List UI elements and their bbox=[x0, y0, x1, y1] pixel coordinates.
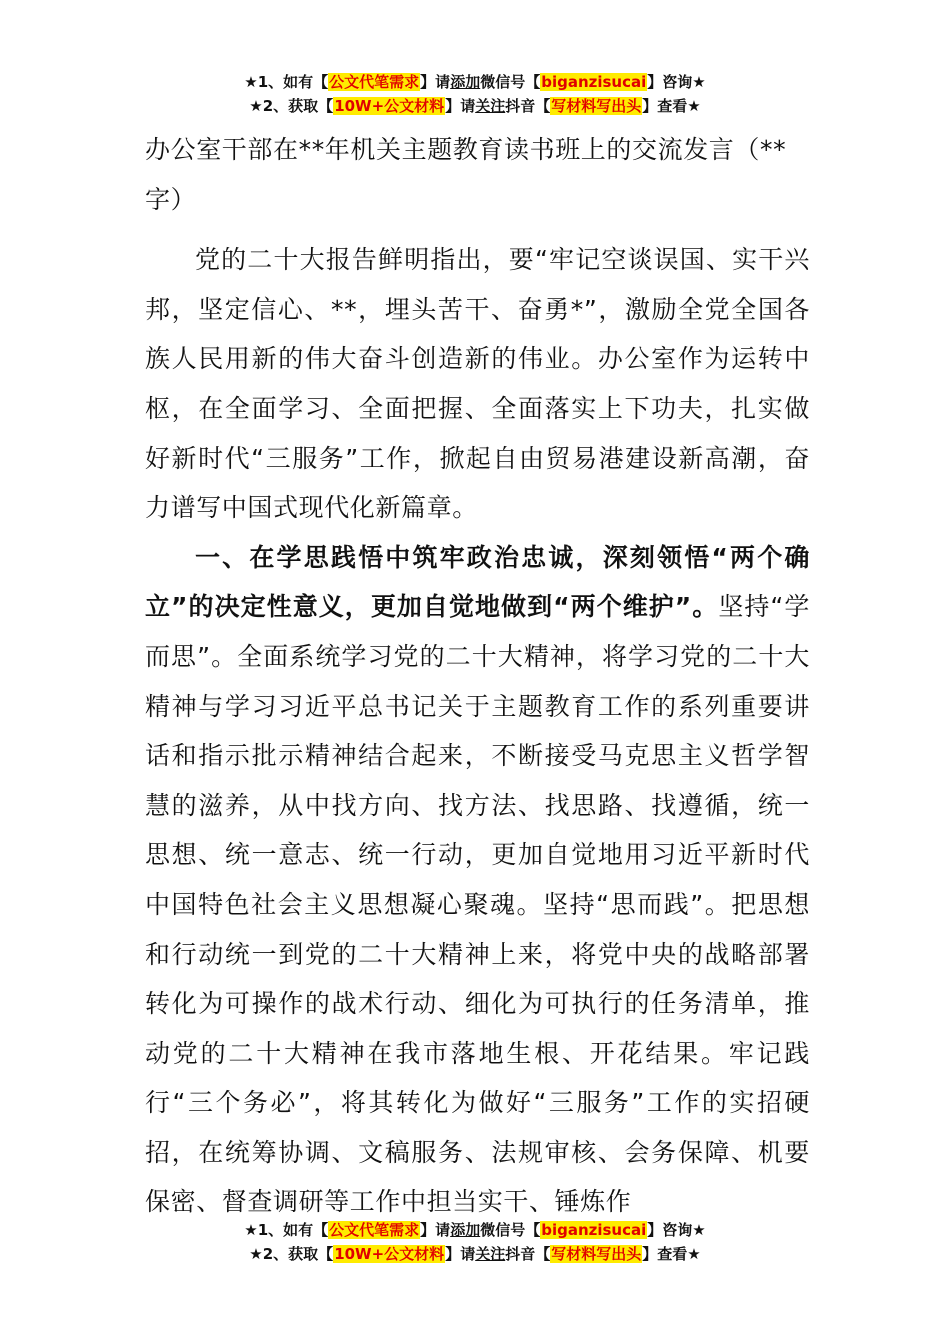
bottom-promo-banner bbox=[0, 1218, 950, 1266]
highlight-service: 公文代笔需求 bbox=[329, 73, 420, 91]
paragraph-section-one bbox=[145, 533, 810, 1227]
highlight-wechat-id: biganzisucai bbox=[541, 73, 647, 91]
highlight-materials: 10W+公文材料 bbox=[334, 1245, 445, 1263]
title-spacing bbox=[145, 224, 810, 235]
promo-line-1: ★1、如有【公文代笔需求】请添加微信号【biganzisucai】咨询★ bbox=[244, 73, 706, 91]
highlight-douyin-account: 写材料写出头 bbox=[551, 1245, 642, 1263]
document-title: 办公室干部在**年机关主题教育读书班上的交流发言（**字） bbox=[145, 135, 787, 214]
section-one-heading: 一、在学思践悟中筑牢政治忠诚，深刻领悟“两个确立”的决定性意义，更加自觉地做到“两个维护”。 bbox=[145, 542, 810, 622]
highlight-materials: 10W+公文材料 bbox=[334, 97, 445, 115]
highlight-douyin-account: 写材料写出头 bbox=[551, 97, 642, 115]
top-promo-banner bbox=[0, 70, 950, 118]
highlight-wechat-id: biganzisucai bbox=[541, 1221, 647, 1239]
highlight-service: 公文代笔需求 bbox=[329, 1221, 420, 1239]
promo-line-2: ★2、获取【10W+公文材料】请关注抖音【写材料写出头】查看★ bbox=[249, 1245, 701, 1263]
document-body bbox=[145, 125, 810, 1227]
promo-line-1: ★1、如有【公文代笔需求】请添加微信号【biganzisucai】咨询★ bbox=[244, 1221, 706, 1239]
promo-line-2: ★2、获取【10W+公文材料】请关注抖音【写材料写出头】查看★ bbox=[249, 97, 701, 115]
paragraph-intro: 党的二十大报告鲜明指出，要“牢记空谈误国、实干兴邦，坚定信心、**，埋头苦干、奋勇*”，激励全党全国各族人民用新的伟大奋斗创造新的伟业。办公室作为运转中枢，在全面学习、全面把握、全面落实上下功夫，扎实做好新时代“三服务”工作，掀起自由贸易港建设新高潮，奋力谱写中国式现代化新篇章。 bbox=[145, 245, 810, 523]
section-one-text: 坚持“学而思”。全面系统学习党的二十大精神，将学习党的二十大精神与学习习近平总书记关于主题教育工作的系列重要讲话和指示批示精神结合起来，不断接受马克思主义哲学智慧的滋养，从中找方向、找方法、找思路、找遵循，统一思想、统一意志、统一行动，更加自觉地用习近平新时代中国特色社会主义思想凝心聚魂。坚持“思而践”。把思想和行动统一到党的二十大精神上来，将党中央的战略部署转化为可操作的战术行动、细化为可执行的任务清单，推动党的二十大精神在我市落地生根、开花结果。牢记践行“三个务必”，将其转化为做好“三服务”工作的实招硬招，在统筹协调、文稿服务、法规审核、会务保障、机要保密、督查调研等工作中担当实干、锤炼作 bbox=[145, 592, 810, 1217]
